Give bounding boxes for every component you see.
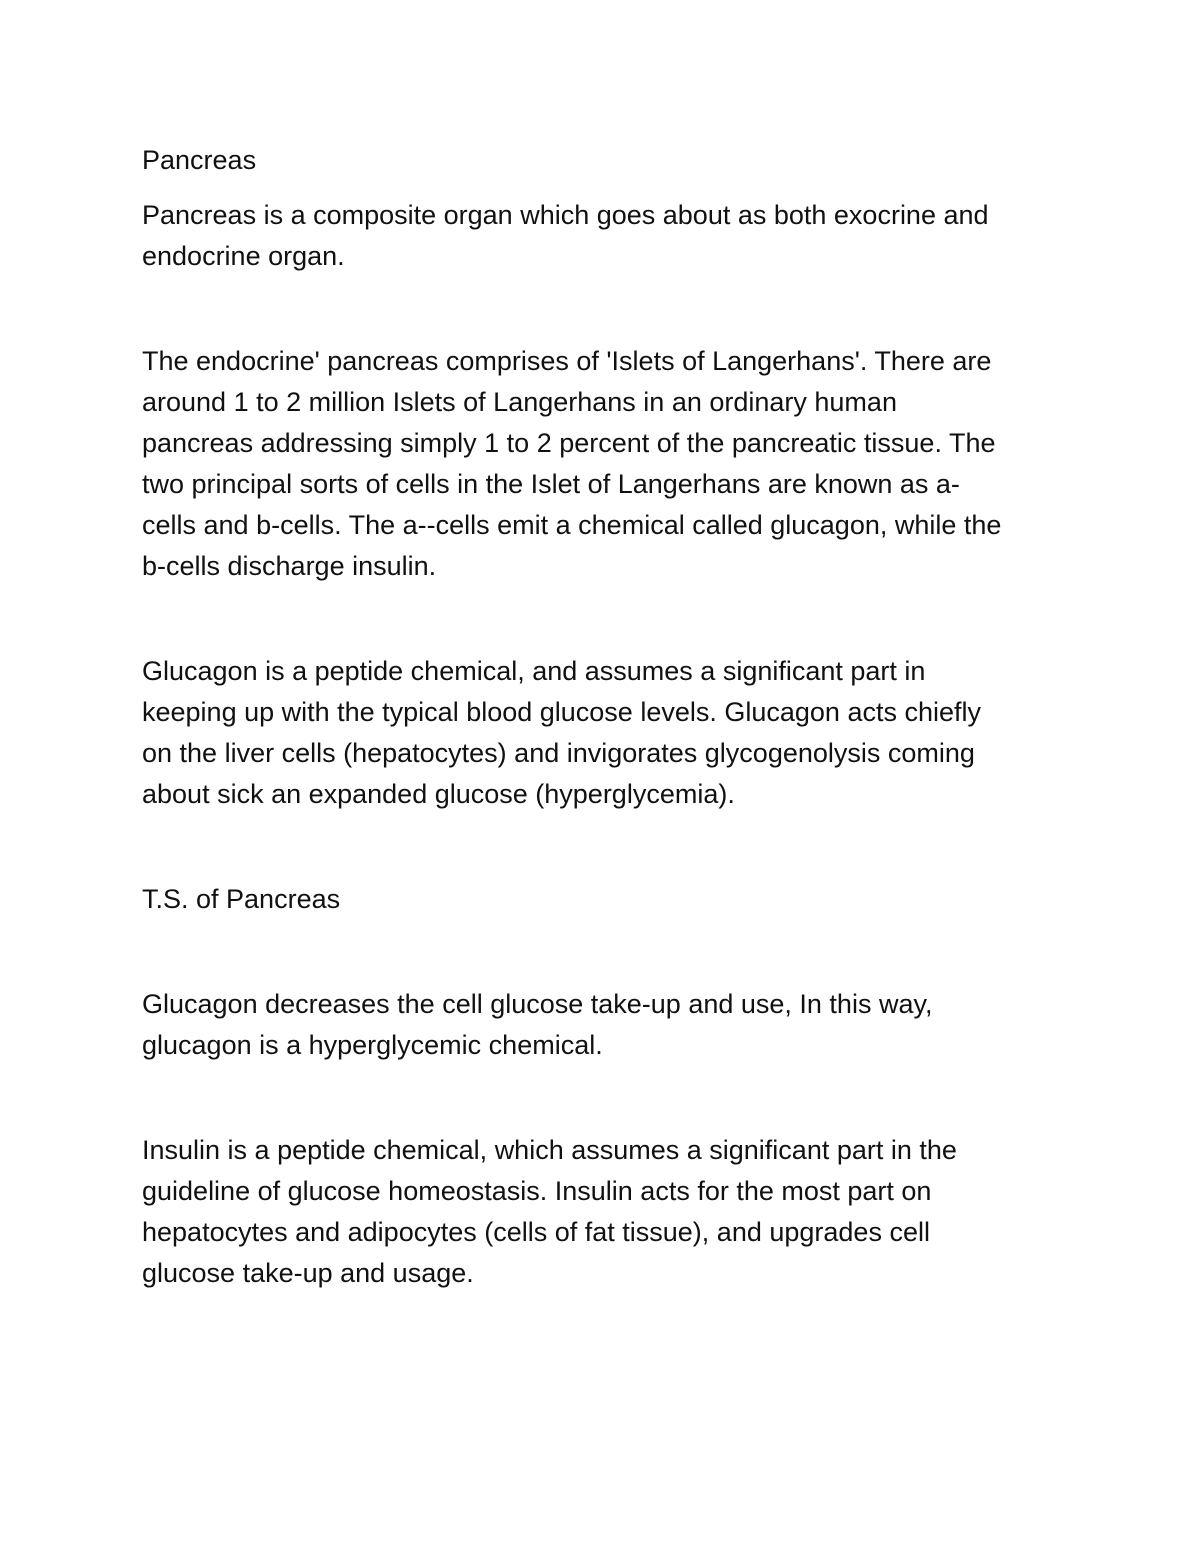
text-line: Pancreas is a composite organ which goes about as both exocrine and	[142, 200, 989, 230]
text-line: pancreas addressing simply 1 to 2 percent of the pancreatic tissue. The	[142, 428, 996, 458]
document-subheading: T.S. of Pancreas	[142, 884, 341, 914]
text-line: Glucagon decreases the cell glucose take-up and use, In this way,	[142, 989, 933, 1019]
text-line: on the liver cells (hepatocytes) and invigorates glycogenolysis coming	[142, 738, 975, 768]
document-body	[142, 140, 1062, 1294]
text-line: hepatocytes and adipocytes (cells of fat tissue), and upgrades cell	[142, 1217, 930, 1247]
text-line: two principal sorts of cells in the Islet of Langerhans are known as a-	[142, 469, 960, 499]
paragraph-pancreas-intro	[142, 195, 1062, 277]
text-line: glucose take-up and usage.	[142, 1258, 474, 1288]
paragraph-insulin	[142, 1130, 1062, 1294]
text-line: around 1 to 2 million Islets of Langerhans in an ordinary human	[142, 387, 897, 417]
paragraph-glucagon	[142, 651, 1062, 815]
text-line: keeping up with the typical blood glucose levels. Glucagon acts chiefly	[142, 697, 981, 727]
text-line: cells and b-cells. The a--cells emit a chemical called glucagon, while the	[142, 510, 1002, 540]
text-line: guideline of glucose homeostasis. Insulin acts for the most part on	[142, 1176, 932, 1206]
text-line: glucagon is a hyperglycemic chemical.	[142, 1030, 603, 1060]
text-line: endocrine organ.	[142, 241, 345, 271]
text-line: about sick an expanded glucose (hyperglycemia).	[142, 779, 735, 809]
text-line: Glucagon is a peptide chemical, and assumes a significant part in	[142, 656, 926, 686]
text-line: b-cells discharge insulin.	[142, 551, 437, 581]
text-line: The endocrine' pancreas comprises of 'Islets of Langerhans'. There are	[142, 346, 992, 376]
text-line: Insulin is a peptide chemical, which assumes a significant part in the	[142, 1135, 957, 1165]
paragraph-glucagon-effect	[142, 984, 1062, 1066]
document-heading: Pancreas	[142, 145, 257, 175]
paragraph-endocrine-pancreas	[142, 341, 1062, 587]
